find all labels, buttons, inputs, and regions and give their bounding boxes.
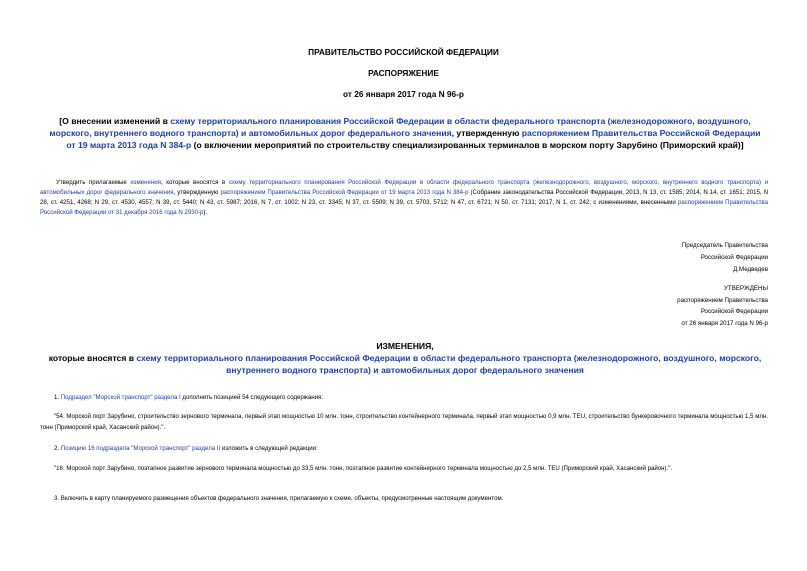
changes-link-scheme[interactable]: схему территориального планирования Российской Федерации в области федерального транспорта (железнодорожного, воздушного, морского, внутреннего водного транспорта) и автомобильных дорог федерального значения bbox=[136, 353, 762, 375]
item-2-link[interactable]: Позицию 16 подраздела "Морской транспорт" раздела II bbox=[60, 445, 221, 452]
title-text-1: [О внесении изменений в bbox=[59, 116, 171, 126]
preamble-link-order-2930[interactable]: распоряжением Правительства Российской Федерации от 31 декабря 2016 года N 2930-р bbox=[40, 199, 768, 216]
item-1-text: дополнить позицией 54 следующего содержания: bbox=[180, 394, 324, 401]
signature-block bbox=[682, 240, 768, 276]
item-3: 3. Включить в карту планируемого размещения объектов федерального значения, прилагаемую к схеме, объекты, предусмотренные настоящим документом. bbox=[54, 495, 504, 502]
item-2-text: изложить в следующей редакции: bbox=[220, 445, 318, 452]
preamble-link-order-384[interactable]: распоряжением Правительства Российской Федерации от 19 марта 2013 года N 384-р bbox=[220, 189, 469, 196]
signature-name: Д.Медведев bbox=[733, 266, 768, 273]
document-type: РАСПОРЯЖЕНИЕ bbox=[368, 68, 439, 78]
approval-line-2: распоряжением Правительства bbox=[677, 296, 768, 304]
preamble-text-5: ). bbox=[203, 209, 208, 216]
document-date-number: от 26 января 2017 года N 96-р bbox=[343, 89, 464, 99]
item-2-number: 2. bbox=[54, 445, 61, 452]
changes-heading: ИЗМЕНЕНИЯ, bbox=[376, 341, 434, 351]
changes-subtitle-prefix: которые вносятся в bbox=[48, 353, 137, 363]
preamble-paragraph bbox=[40, 178, 768, 218]
government-heading: ПРАВИТЕЛЬСТВО РОССИЙСКОЙ ФЕДЕРАЦИИ bbox=[308, 47, 499, 57]
preamble-link-scheme[interactable]: схему территориального планирования Российской Федерации в области федерального транспорта (железнодорожного, воздушного, морского, внутреннего водного транспорта) и автомобильных дорог федерального значения bbox=[40, 179, 768, 196]
title-text-3: (о включении мероприятий по строительству специализированных терминалов в морском порту Зарубино (Приморский край)] bbox=[191, 140, 744, 150]
item-1-number: 1. bbox=[54, 394, 61, 401]
preamble-text-3: , утвержденную bbox=[173, 189, 221, 196]
changes-title bbox=[44, 340, 766, 376]
preamble-text-2: , которые вносятся в bbox=[160, 179, 229, 186]
approval-block bbox=[677, 283, 768, 329]
item-1-quote: "54. Морской порт Зарубино, строительство зернового терминала, первый этап мощностью 10 млн. тонн, строительство контейнерного терминала, первый этап мощностью 0,9 млн. TEU, строительство бункеровочного терминала мощностью 1,5 млн. тонн (Приморский край, Хасанский район).". bbox=[40, 413, 768, 431]
signature-country: Российской Федерации bbox=[700, 254, 768, 261]
item-2 bbox=[40, 444, 768, 455]
title-link-order-384[interactable]: распоряжением Правительства Российской Федерации от 19 марта 2013 года N 384-р bbox=[66, 128, 761, 150]
item-2-quote: "16. Морской порт Зарубино, поэтапное развитие зернового терминала мощностью до 33,5 млн. тонн, поэтапное развитие контейнерного терминала мощностью до 2,5 млн. TEU (Приморский край, Хасанский район).". bbox=[54, 465, 673, 472]
item-1 bbox=[40, 393, 768, 404]
document-title bbox=[44, 115, 766, 151]
signature-position: Председатель Правительства bbox=[681, 242, 768, 249]
approval-date: от 26 января 2017 года N 96-р bbox=[681, 319, 768, 327]
preamble-link-changes[interactable]: изменения bbox=[130, 179, 161, 186]
title-text-2: , утвержденную bbox=[451, 128, 522, 138]
approval-heading: УТВЕРЖДЕНЫ bbox=[724, 285, 768, 292]
preamble-text-4: (Собрание законодательства Российской Федерации, 2013, N 13, ст. 1585; 2014, N 14, ст. 1651; 2015, N 28, ст. 4251, 4268; N 29, ст. 4530, 4557; N 39, ст. 5440; N 43, ст. 5987; 2016, N 7, ст. 1002; N 23, ст. 3345; N 37, ст. 5509; N 39, ст. 5703, 5712; N 47, ст. 6721; N 50, ст. 7131; 2017, N 1, ст. 242; с изменениями, внесенными bbox=[40, 189, 769, 206]
preamble-text-1: Утвердить прилагаемые bbox=[56, 179, 131, 186]
item-1-link[interactable]: Подраздел "Морской транспорт" раздела I bbox=[60, 394, 181, 401]
title-link-scheme[interactable]: схему территориального планирования Российской Федерации в области федерального транспорта (железнодорожного, воздушного, морского, внутреннего водного транспорта) и автомобильных дорог федерального значения bbox=[49, 116, 751, 138]
approval-line-3: Российской Федерации bbox=[700, 308, 768, 315]
